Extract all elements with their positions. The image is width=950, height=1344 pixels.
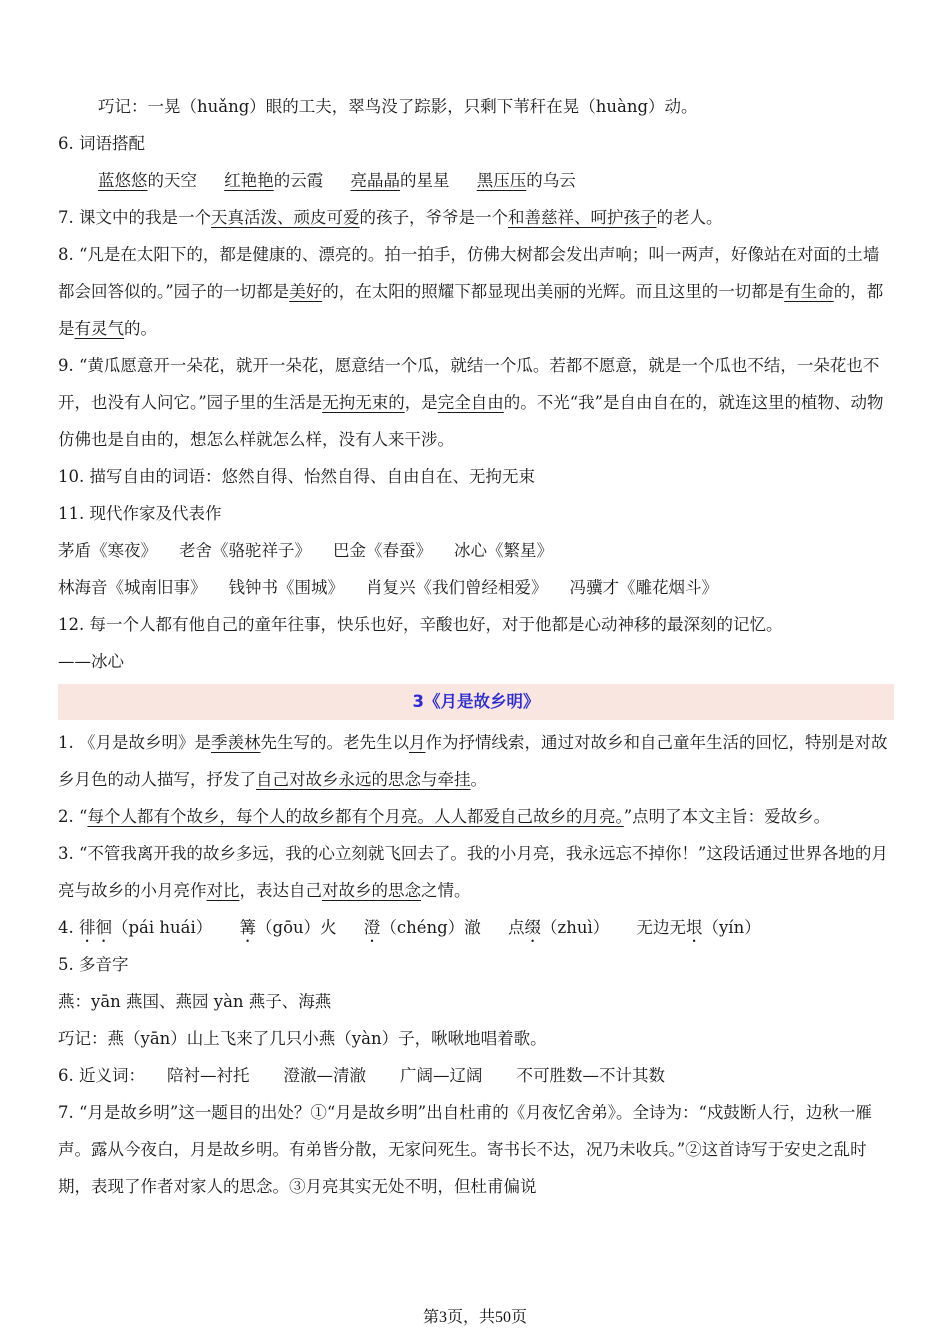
s3-item-1: 1. 《月是故乡明》是季羡林先生写的。老先生以月作为抒情线索，通过对故乡和自己童年生活的回忆，特别是对故乡月色的动人描写，抒发了自己对故乡永远的思念与牵挂。	[58, 733, 888, 789]
collocation-word: 红艳艳	[224, 171, 274, 190]
item-12-quote: 12. 每一个人都有他自己的童年往事，快乐也好，辛酸也好，对于他都是心动神移的最深刻的记忆。	[58, 615, 783, 634]
dotted-character: 澄	[363, 918, 381, 937]
authors-row-2: 林海音《城南旧事》 钱钟书《围城》 肖复兴《我们曾经相爱》 冯骥才《雕花烟斗》	[58, 578, 718, 597]
item-heading: 6. 词语搭配	[58, 134, 145, 153]
page-number: 第3页，共50页	[422, 1309, 527, 1326]
dotted-character: 垠	[685, 918, 703, 937]
underlined-phrase: 自己对故乡永远的思念与牵挂	[256, 770, 471, 789]
item-9: 9. “黄瓜愿意开一朵花，就开一朵花，愿意结一个瓜，就结一个瓜。若都不愿意，就是一个瓜也不结，一朵花也不开，也没有人问它。”园子里的生活是无拘无束的，是完全自由的。不光“我”是自由自在的，就连这里的植物、动物仿佛也是自由的，想怎么样就怎么样，没有人来干涉。	[58, 356, 884, 449]
underlined-phrase: 和善慈祥、呵护孩子	[508, 208, 657, 227]
dotted-character: 徘徊	[79, 918, 112, 937]
s3-item-5: 5. 多音字	[58, 955, 129, 974]
item-7: 7. 课文中的我是一个天真活泼、顽皮可爱的孩子，爷爷是一个和善慈祥、呵护孩子的老人。	[58, 208, 723, 227]
polyphone-line: 燕：yān 燕国、燕园 yàn 燕子、海燕	[58, 992, 332, 1011]
item-11: 11. 现代作家及代表作	[58, 504, 222, 523]
word-collocations: 蓝悠悠的天空 红艳艳的云霞 亮晶晶的星星 黑压压的乌云	[98, 171, 576, 190]
underlined-phrase: 美好	[289, 282, 323, 301]
underlined-phrase: 对故乡的思念	[322, 881, 421, 900]
quote-author: ——冰心	[58, 652, 124, 671]
item-8: 8. “凡是在太阳下的，都是健康的、漂亮的。拍一拍手，仿佛大树都会发出声响；叫一两声，好像站在对面的土墙都会回答似的。”园子的一切都是美好的，在太阳的照耀下都显现出美丽的光辉。而且这里的一切都是有生命的，都是有灵气的。	[58, 245, 884, 338]
underlined-phrase: 无拘无束的	[322, 393, 405, 412]
underlined-phrase: 每个人都有个故乡，每个人的故乡都有个月亮。人人都爱自己故乡的月亮。	[87, 807, 624, 826]
mnemonic-line: 巧记：燕（yān）山上飞来了几只小燕（yàn）子，啾啾地唱着歌。	[58, 1029, 547, 1048]
collocation-word: 蓝悠悠	[98, 171, 148, 190]
dotted-character: 篝	[239, 918, 257, 937]
underlined-phrase: 完全自由	[437, 393, 504, 412]
s3-item-2: 2. “每个人都有个故乡，每个人的故乡都有个月亮。人人都爱自己故乡的月亮。”点明了本文主旨：爱故乡。	[58, 807, 831, 826]
underlined-phrase: 对比	[206, 881, 240, 900]
underlined-phrase: 有生命	[784, 282, 834, 301]
s3-item-4-pinyin: 4. 徘徊（pái huái） 篝（gōu）火 澄（chéng）澈 点缀（zhuì） 无边无垠（yín）	[58, 918, 761, 937]
item-10: 10. 描写自由的词语：悠然自得、怡然自得、自由自在、无拘无束	[58, 467, 535, 486]
mnemonic-line: 巧记：一晃（huǎng）眼的工夫，翠鸟没了踪影，只剩下苇秆在晃（huàng）动。	[98, 97, 698, 116]
underlined-phrase: 月	[409, 733, 426, 752]
authors-row-1: 茅盾《寒夜》 老舍《骆驼祥子》 巴金《春蚕》 冰心《繁星》	[58, 541, 553, 560]
section-title: 3《月是故乡明》	[58, 684, 894, 720]
document-page	[58, 88, 894, 1205]
collocation-word: 黑压压	[476, 171, 527, 190]
collocation-word: 亮晶晶	[350, 171, 400, 190]
underlined-phrase: 天真活泼、顽皮可爱	[211, 208, 360, 227]
underlined-phrase: 季羡林	[211, 733, 261, 752]
s3-item-7: 7. “月是故乡明”这一题目的出处？①“月是故乡明”出自杜甫的《月夜忆舍弟》。全诗为：“戍鼓断人行，边秋一雁声。露从今夜白，月是故乡明。有弟皆分散，无家问死生。寄书长不达，况乃未收兵。”②这首诗写于安史之乱时期，表现了作者对家人的思念。③月亮其实无处不明，但杜甫偏说	[58, 1103, 872, 1196]
s3-item-3: 3. “不管我离开我的故乡多远，我的心立刻就飞回去了。我的小月亮，我永远忘不掉你！”这段话通过世界各地的月亮与故乡的小月亮作对比，表达自己对故乡的思念之情。	[58, 844, 888, 900]
underlined-phrase: 有灵气	[74, 319, 124, 338]
dotted-character: 缀	[524, 918, 541, 937]
s3-item-6-synonyms: 6. 近义词： 陪衬—衬托 澄澈—清澈 广阔—辽阔 不可胜数—不计其数	[58, 1066, 665, 1085]
